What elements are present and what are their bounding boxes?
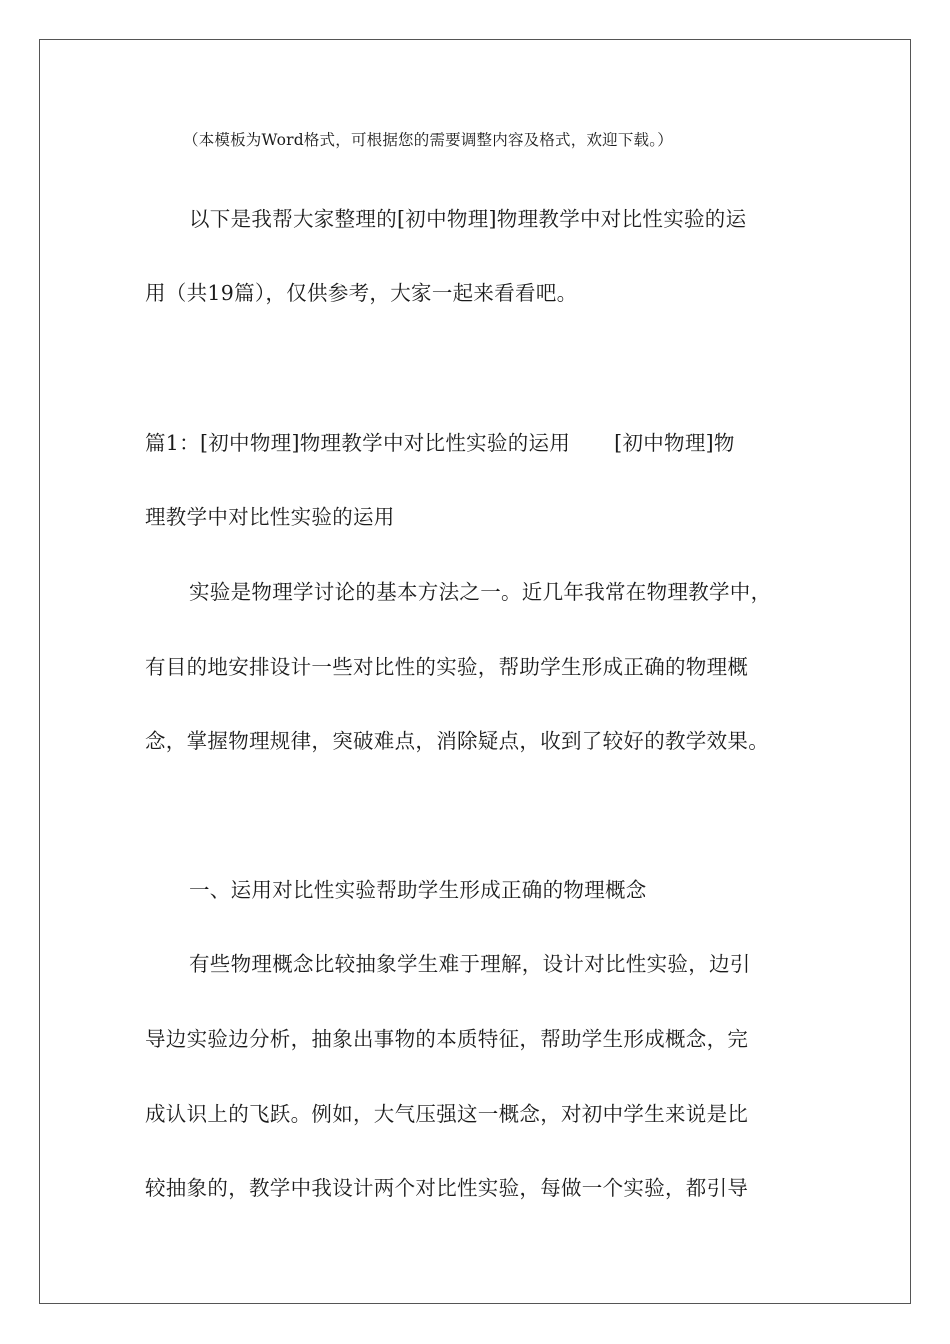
template-notice: （本模板为Word格式，可根据您的需要调整内容及格式，欢迎下载。）	[183, 131, 673, 149]
intro-line-1: 以下是我帮大家整理的[初中物理]物理教学中对比性实验的运	[189, 207, 747, 231]
paragraph-2-line-2: 导边实验边分析，抽象出事物的本质特征，帮助学生形成概念，完	[145, 1027, 749, 1051]
paragraph-2-line-4: 较抽象的，教学中我设计两个对比性实验，每做一个实验，都引导	[145, 1176, 749, 1200]
paragraph-1-line-2: 有目的地安排设计一些对比性的实验，帮助学生形成正确的物理概	[145, 655, 749, 679]
article-heading-repeat: [初中物理]物	[614, 431, 735, 455]
paragraph-2-line-1: 有些物理概念比较抽象学生难于理解，设计对比性实验，边引	[189, 952, 751, 976]
paragraph-2-line-3: 成认识上的飞跃。例如，大气压强这一概念，对初中学生来说是比	[145, 1102, 749, 1126]
article-heading	[145, 426, 735, 456]
paragraph-1-line-3: 念，掌握物理规律，突破难点，消除疑点，收到了较好的教学效果。	[145, 729, 769, 753]
paragraph-1-line-1: 实验是物理学讨论的基本方法之一。近几年我常在物理教学中，	[189, 580, 772, 604]
section-heading: 一、运用对比性实验帮助学生形成正确的物理概念	[189, 878, 647, 902]
article-heading-title: 篇1：[初中物理]物理教学中对比性实验的运用	[145, 431, 571, 455]
article-heading-line-2: 理教学中对比性实验的运用	[145, 505, 395, 529]
intro-line-2: 用（共19篇），仅供参考，大家一起来看看吧。	[145, 281, 578, 305]
